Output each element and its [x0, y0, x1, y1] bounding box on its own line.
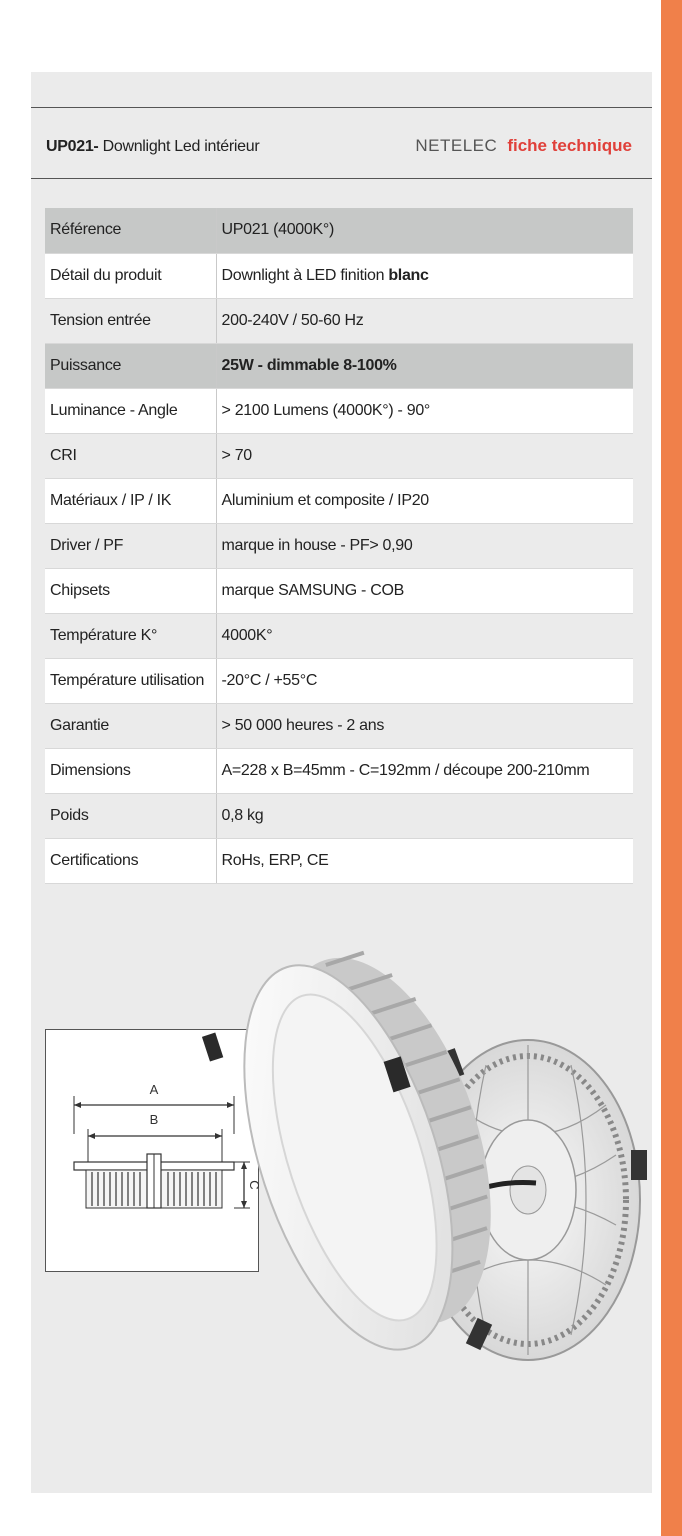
spec-row [45, 838, 633, 883]
spec-value: 0,8 kg [216, 793, 633, 838]
spec-label: Dimensions [45, 748, 216, 793]
spec-table [45, 208, 633, 884]
spec-label: Référence [45, 208, 216, 253]
spec-value: > 50 000 heures - 2 ans [216, 703, 633, 748]
spec-value-text: Downlight à LED finition [221, 266, 389, 284]
spec-row [45, 298, 633, 343]
dimension-a-label: A [149, 1082, 159, 1097]
spec-value-emphasis: blanc [388, 266, 429, 284]
spec-row [45, 613, 633, 658]
spec-label: Température K° [45, 613, 216, 658]
spec-row [45, 793, 633, 838]
spec-label: Puissance [45, 343, 216, 388]
spec-row [45, 658, 633, 703]
header-brand [415, 136, 632, 156]
spec-value: A=228 x B=45mm - C=192mm / découpe 200-210mm [216, 748, 633, 793]
spec-value: > 70 [216, 433, 633, 478]
spec-label: Tension entrée [45, 298, 216, 343]
spec-label: Température utilisation [45, 658, 216, 703]
spec-row [45, 208, 633, 253]
spec-label: Garantie [45, 703, 216, 748]
spec-label: Matériaux / IP / IK [45, 478, 216, 523]
spec-value [216, 343, 633, 388]
spec-value: > 2100 Lumens (4000K°) - 90° [216, 388, 633, 433]
fiche-technique-label: fiche technique [507, 136, 632, 155]
dimension-diagram [45, 1029, 262, 1272]
spec-label: Luminance - Angle [45, 388, 216, 433]
dimension-b-label: B [149, 1112, 159, 1127]
datasheet-header [31, 107, 652, 179]
spec-value: marque in house - PF> 0,90 [216, 523, 633, 568]
downlight-illustration [236, 925, 661, 1413]
brand-name: NETELEC [415, 136, 498, 155]
spec-row [45, 568, 633, 613]
spec-label: Détail du produit [45, 253, 216, 298]
spec-value: 4000K° [216, 613, 633, 658]
spec-value: 200-240V / 50-60 Hz [216, 298, 633, 343]
spec-row [45, 748, 633, 793]
downlight-product-photo [236, 925, 661, 1413]
spec-label: Chipsets [45, 568, 216, 613]
spec-row [45, 478, 633, 523]
dimension-c-label: C [247, 1180, 262, 1190]
product-title [46, 138, 259, 156]
spec-label: Certifications [45, 838, 216, 883]
spec-row [45, 523, 633, 568]
spec-row [45, 433, 633, 478]
spec-label: CRI [45, 433, 216, 478]
product-name: Downlight Led intérieur [98, 138, 260, 155]
spec-row [45, 253, 633, 298]
accent-side-strip [661, 0, 682, 1536]
spec-value-emphasis: 25W - dimmable 8-100% [221, 356, 397, 374]
spec-row [45, 388, 633, 433]
spec-value: -20°C / +55°C [216, 658, 633, 703]
spec-row [45, 703, 633, 748]
spec-value: marque SAMSUNG - COB [216, 568, 633, 613]
dimension-drawing [46, 1030, 262, 1271]
product-code: UP021- [46, 138, 99, 155]
spec-label: Poids [45, 793, 216, 838]
spec-row [45, 343, 633, 388]
spec-value: UP021 (4000K°) [216, 208, 633, 253]
spec-value: RoHs, ERP, CE [216, 838, 633, 883]
spec-value [216, 253, 633, 298]
spec-label: Driver / PF [45, 523, 216, 568]
spec-value: Aluminium et composite / IP20 [216, 478, 633, 523]
